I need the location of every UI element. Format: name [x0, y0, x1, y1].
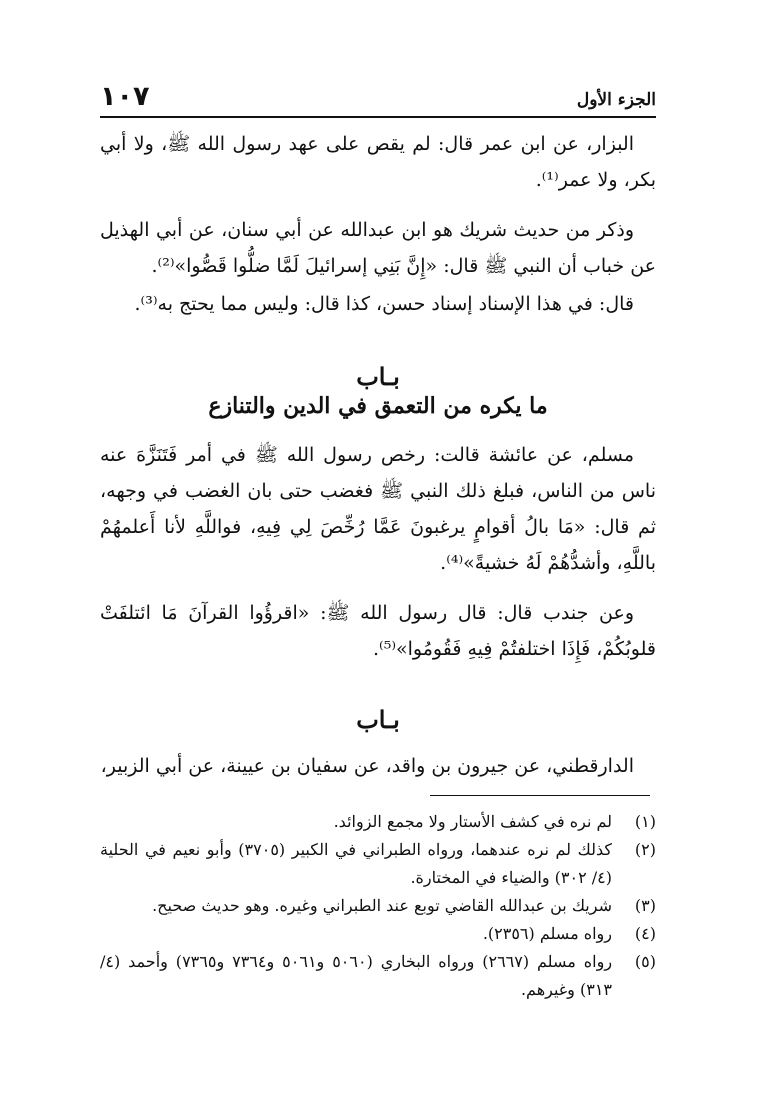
footnote-rule	[430, 795, 650, 796]
page-header	[100, 80, 656, 110]
page-number: ١٠٧	[100, 81, 150, 112]
section-title-1: ما يكره من التعمق في الدين والتنازع	[208, 393, 548, 419]
footnote-item	[100, 836, 656, 892]
footnote-number: (٣)	[634, 896, 656, 915]
running-title: الجزء الأول	[576, 90, 656, 110]
footnote-text: لم نره في كشف الأستار ولا مجمع الزوائد.	[333, 812, 612, 831]
footnote-number: (٥)	[634, 952, 656, 971]
paragraph-3: قال: في هذا الإسناد إسناد حسن، كذا قال: وليس مما يحتج به⁽³⁾.	[134, 293, 634, 315]
footnotes	[100, 808, 656, 1004]
paragraph-5: وعن جندب قال: قال رسول الله ﷺ: «اقرؤُوا القرآنَ مَا ائتلفَتْ قلوبُكُمْ، فَإِذَا اختلفتُمْ فِيهِ فَقُومُوا»⁽⁵⁾.	[100, 602, 656, 660]
footnote-item	[100, 808, 656, 836]
paragraph-6: الدارقطني، عن جيرون بن واقد، عن سفيان بن عيينة، عن أبي الزبير،	[100, 755, 634, 777]
footnote-item	[100, 892, 656, 920]
footnote-number: (٢)	[634, 840, 656, 859]
main-text	[100, 126, 656, 784]
footnote-number: (٤)	[634, 924, 656, 943]
footnote-text: كذلك لم نره عندهما، ورواه الطبراني في الكبير (٣٧٠٥) وأبو نعيم في الحلية (٤/ ٣٠٢) والضياء في المختارة.	[100, 840, 612, 887]
footnote-item	[100, 948, 656, 1004]
paragraph-1: البزار، عن ابن عمر قال: لم يقص على عهد رسول الله ﷺ، ولا أبي بكر، ولا عمر⁽¹⁾.	[100, 133, 656, 191]
section-heading-bab-2: بـاب	[356, 705, 400, 734]
section-heading-bab-1: بـاب	[356, 362, 400, 391]
footnote-number: (١)	[634, 812, 656, 831]
footnote-text: رواه مسلم (٢٣٥٦).	[482, 924, 612, 943]
header-rule	[100, 116, 656, 118]
footnote-text: رواه مسلم (٢٦٦٧) ورواه البخاري (٥٠٦٠ و٥٠٦١ و٧٣٦٤ و٧٣٦٥) وأحمد (٤/ ٣١٣) وغيرهم.	[100, 952, 613, 999]
footnote-item	[100, 920, 656, 948]
paragraph-4: مسلم، عن عائشة قالت: رخص رسول الله ﷺ في أمر فَتَنَزَّهَ عنه ناس من الناس، فبلغ ذلك النبي ﷺ فغضب حتى بان الغضب في وجهه، ثم قال: «مَا بالُ أقوامٍ يرغبونَ عَمَّا رُخِّصَ لِي فِيهِ، فواللَّهِ لأنا أَعلمهُمْ باللَّهِ، وأشدُّهُمْ لَهُ خشيةً»⁽⁴⁾.	[100, 444, 656, 574]
paragraph-2: وذكر من حديث شريك هو ابن عبدالله عن أبي سنان، عن أبي الهذيل عن خباب أن النبي ﷺ قال: «إِنَّ بَنِي إسرائيلَ لَمَّا ضلُّوا قَصُّوا»⁽²⁾.	[100, 219, 656, 277]
footnote-text: شريك بن عبدالله القاضي توبع عند الطبراني وغيره. وهو حديث صحيح.	[152, 896, 612, 915]
